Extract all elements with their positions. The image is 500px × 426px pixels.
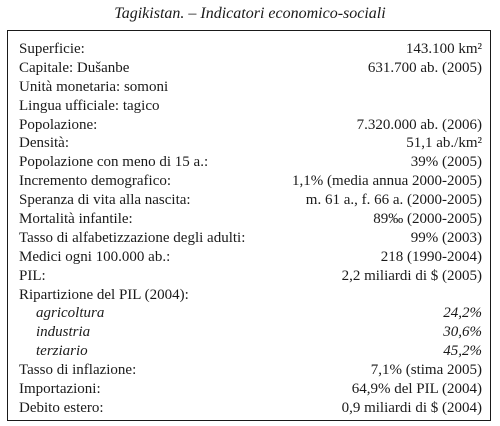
- table-row: [19, 78, 482, 97]
- table-row: [19, 191, 482, 210]
- row-label: Tasso di inflazione:: [19, 362, 137, 379]
- row-value: 51,1 ab./km²: [406, 135, 482, 152]
- row-label: Unità monetaria: somoni: [19, 78, 169, 95]
- row-label: agricoltura: [36, 305, 105, 322]
- row-label: industria: [36, 324, 91, 341]
- row-label: Medici ogni 100.000 ab.:: [19, 248, 171, 265]
- table-row: [19, 323, 482, 342]
- row-value: 2,2 miliardi di $ (2005): [341, 267, 482, 284]
- indicators-rows: [19, 40, 482, 418]
- row-label: Popolazione:: [19, 116, 98, 133]
- table-row: [19, 361, 482, 380]
- row-label: Tasso di alfabetizzazione degli adulti:: [19, 229, 246, 246]
- table-row: [19, 248, 482, 267]
- row-value: 143.100 km²: [405, 41, 482, 57]
- row-label: Speranza di vita alla nascita:: [19, 192, 191, 209]
- row-value: 45,2%: [443, 343, 482, 360]
- row-value: 24,2%: [443, 305, 482, 322]
- table-title: Tagikistan. – Indicatori economico-sociali: [114, 5, 386, 22]
- row-label: Incremento demografico:: [19, 173, 172, 190]
- row-label: Popolazione con meno di 15 a.:: [19, 154, 209, 171]
- table-row: [19, 267, 482, 286]
- table-row: [19, 229, 482, 248]
- table-row: [19, 304, 482, 323]
- table-row: [19, 116, 482, 135]
- row-value: 64,9% del PIL (2004): [351, 381, 482, 398]
- row-value: 99% (2003): [410, 229, 482, 246]
- table-row: [19, 172, 482, 191]
- row-label: Superficie:: [19, 41, 85, 57]
- row-value: 7.320.000 ab. (2006): [356, 116, 482, 133]
- table-row: [19, 342, 482, 361]
- table-row: [19, 153, 482, 172]
- row-label: Capitale: Dušanbe: [19, 59, 130, 76]
- row-label: Lingua ufficiale: tagico: [19, 97, 160, 114]
- row-label: terziario: [36, 343, 88, 360]
- row-label: Debito estero:: [19, 399, 104, 416]
- row-value: 631.700 ab. (2005): [367, 59, 482, 76]
- table-row: [19, 380, 482, 399]
- row-label: Densità:: [19, 135, 69, 152]
- row-label: Mortalità infantile:: [19, 211, 133, 228]
- table-row: [19, 134, 482, 153]
- row-value: 0,9 miliardi di $ (2004): [341, 399, 482, 416]
- table-row: [19, 286, 482, 305]
- row-value: 39% (2005): [410, 154, 482, 171]
- table-row: [19, 399, 482, 418]
- row-value: 89‰ (2000-2005): [373, 211, 482, 228]
- row-label: Ripartizione del PIL (2004):: [19, 286, 189, 303]
- row-label: Importazioni:: [19, 381, 101, 398]
- table-row: [19, 40, 482, 59]
- indicators-table: [7, 30, 491, 421]
- row-value: m. 61 a., f. 66 a. (2000-2005): [305, 192, 482, 209]
- table-row: [19, 210, 482, 229]
- table-row: [19, 59, 482, 78]
- row-value: 1,1% (media annua 2000-2005): [292, 173, 482, 190]
- row-value: 30,6%: [443, 324, 482, 341]
- row-value: 218 (1990-2004): [380, 248, 482, 265]
- table-row: [19, 97, 482, 116]
- row-value: 7,1% (stima 2005): [370, 362, 482, 379]
- row-label: PIL:: [19, 267, 46, 284]
